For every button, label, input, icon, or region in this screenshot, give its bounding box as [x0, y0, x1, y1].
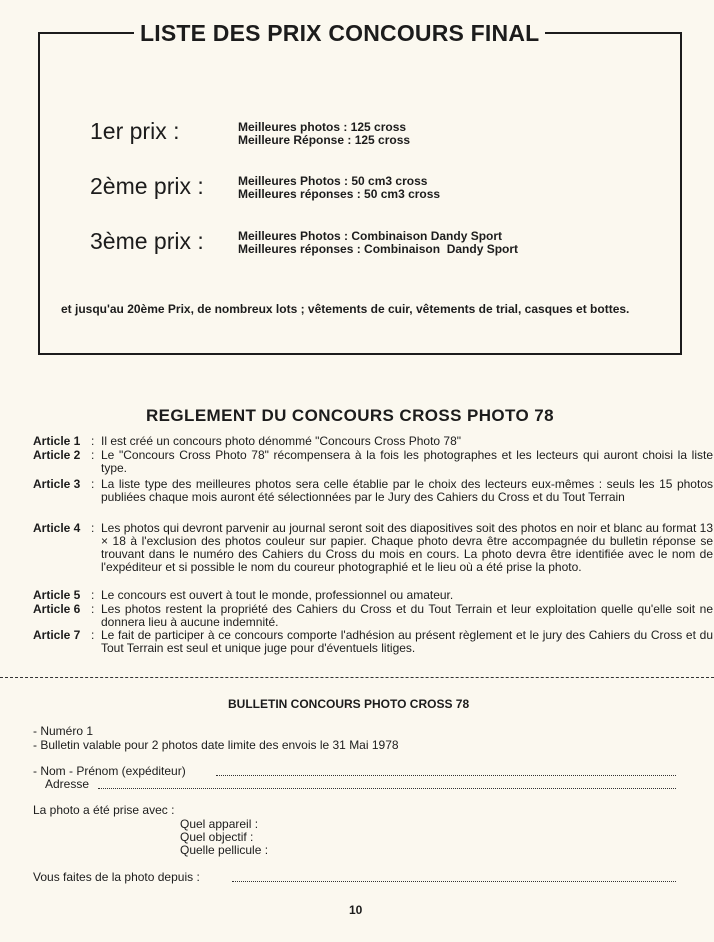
- article-label: Article 1: [33, 434, 81, 448]
- camera-label: Quel appareil :: [180, 817, 259, 831]
- prize-footer-note: et jusqu'au 20ème Prix, de nombreux lots ; vêtements de cuir, vêtements de trial, casques et bottes.: [61, 302, 630, 316]
- article-text: Le concours est ouvert à tout le monde, professionnel ou amateur.: [101, 588, 454, 602]
- page-number: 10: [349, 903, 363, 917]
- article-label: Article 2: [33, 448, 81, 462]
- article-colon: :: [91, 628, 95, 642]
- article-colon: :: [91, 588, 95, 602]
- article-text: La liste type des meilleures photos sera celle établie par le choix des lecteurs eux-mêmes : seuls les 15 photos publiées chaque mois auront été sélectionnées par le Jury des Cahiers du Cross et du Tout Terrain: [101, 477, 713, 504]
- prize-list-title: LISTE DES PRIX CONCOURS FINAL: [134, 20, 545, 47]
- article-colon: :: [91, 521, 95, 535]
- film-label: Quelle pellicule :: [180, 843, 269, 857]
- name-field[interactable]: [216, 775, 676, 776]
- prize-2-line-1: Meilleures Photos : 50 cm3 cross: [238, 174, 428, 188]
- photo-taken-label: La photo a été prise avec :: [33, 803, 175, 817]
- prize-3-line-1: Meilleures Photos : Combinaison Dandy Sport: [238, 229, 503, 243]
- address-field[interactable]: [98, 788, 676, 789]
- article-colon: :: [91, 434, 95, 448]
- article-colon: :: [91, 477, 95, 491]
- prize-1-line-2: Meilleure Réponse : 125 cross: [238, 133, 411, 147]
- prize-rank-1: 1er prix :: [90, 118, 180, 144]
- article-colon: :: [91, 448, 95, 462]
- lens-label: Quel objectif :: [180, 830, 254, 844]
- address-label: Adresse: [45, 777, 90, 791]
- article-text: Il est créé un concours photo dénommé "Concours Cross Photo 78": [101, 434, 462, 448]
- article-text: Le "Concours Cross Photo 78" récompensera à la fois les photographes et les lecteurs qui auront choisi la liste type.: [101, 448, 713, 475]
- article-text: Les photos restent la propriété des Cahiers du Cross et du Tout Terrain et leur exploitation quelle qu'elle soit ne donnera lieu à aucune indemnité.: [101, 602, 713, 629]
- prize-rank-2: 2ème prix :: [90, 173, 204, 199]
- article-label: Article 3: [33, 477, 81, 491]
- name-label: - Nom - Prénom (expéditeur): [33, 764, 186, 778]
- article-text: Les photos qui devront parvenir au journal seront soit des diapositives soit des photos en noir et blanc au format 13 × 18 à l'exclusion des photos couleur sur papier. Chaque photo devra être accompagnée du bulletin réponse se trouvant dans le numéro des Cahiers du Cross du mois en cours. La photo devra être identifiée avec le nom de l'expéditeur et si possible le nom du coureur photographié et le lieu où a été prise la photo.: [101, 521, 713, 574]
- since-label: Vous faites de la photo depuis :: [33, 870, 200, 884]
- article-label: Article 5: [33, 588, 81, 602]
- cut-line-separator: [0, 677, 714, 678]
- article-label: Article 6: [33, 602, 81, 616]
- prize-2-line-2: Meilleures réponses : 50 cm3 cross: [238, 187, 441, 201]
- article-colon: :: [91, 602, 95, 616]
- rules-title: REGLEMENT DU CONCOURS CROSS PHOTO 78: [146, 406, 554, 425]
- prize-3-line-2: Meilleures réponses : Combinaison Dandy Sport: [238, 242, 519, 256]
- prize-rank-3: 3ème prix :: [90, 228, 204, 254]
- bulletin-validity: - Bulletin valable pour 2 photos date limite des envois le 31 Mai 1978: [33, 738, 399, 752]
- since-field[interactable]: [232, 881, 676, 882]
- article-label: Article 4: [33, 521, 81, 535]
- article-label: Article 7: [33, 628, 81, 642]
- bulletin-numero: - Numéro 1: [33, 724, 94, 738]
- article-text: Le fait de participer à ce concours comporte l'adhésion au présent règlement et le jury des Cahiers du Cross et du Tout Terrain est seul et unique juge pour d'éventuels litiges.: [101, 628, 713, 655]
- bulletin-title: BULLETIN CONCOURS PHOTO CROSS 78: [228, 697, 470, 711]
- prize-1-line-1: Meilleures photos : 125 cross: [238, 120, 407, 134]
